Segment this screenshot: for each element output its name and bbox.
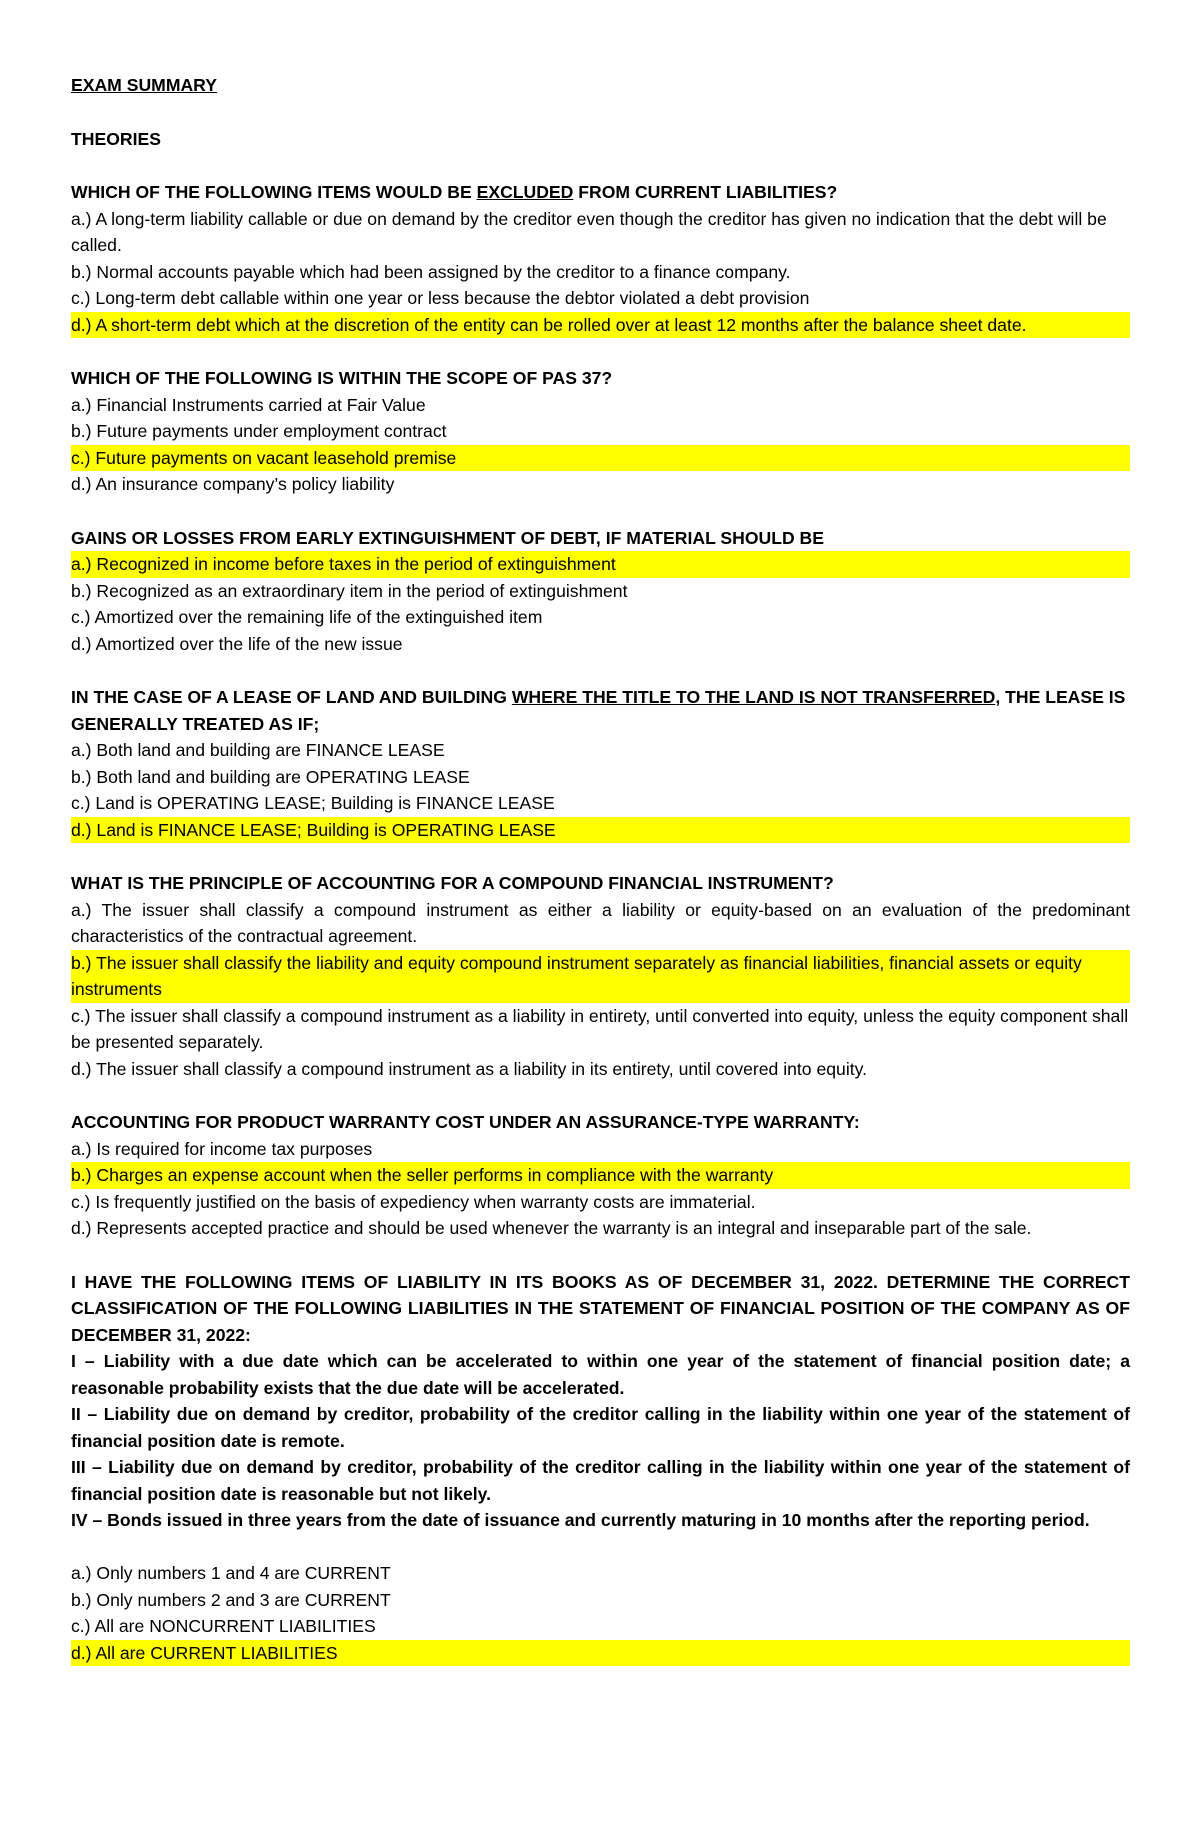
question-3-option-a-answer: a.) Recognized in income before taxes in the period of extinguishment (71, 551, 1130, 578)
question-2-option-d: d.) An insurance company’s policy liability (71, 474, 395, 494)
question-7-option-a: a.) Only numbers 1 and 4 are CURRENT (71, 1563, 391, 1583)
question-5-option-b-answer: b.) The issuer shall classify the liability and equity compound instrument separately as financial liabilities, financial assets or equity instruments (71, 950, 1130, 1003)
question-7-statement-3: III – Liability due on demand by creditor, probability of the creditor calling in the liability within one year of the statement of financial position date is reasonable but not likely. (71, 1457, 1130, 1504)
question-7-statement-2: II – Liability due on demand by creditor, probability of the creditor calling in the liability within one year of the statement of financial position date is remote. (71, 1404, 1130, 1451)
spacer (71, 1534, 1130, 1561)
question-4-option-a: a.) Both land and building are FINANCE LEASE (71, 740, 445, 760)
document-title: EXAM SUMMARY (71, 75, 217, 95)
question-4-underlined: WHERE THE TITLE TO THE LAND IS NOT TRANSFERRED (511, 687, 996, 707)
question-2-option-a: a.) Financial Instruments carried at Fair Value (71, 394, 426, 415)
question-1-option-a: a.) A long-term liability callable or due on demand by the creditor even though the creditor has given no indication that the debt will be called. (71, 208, 1107, 255)
question-7-option-c: c.) All are NONCURRENT LIABILITIES (71, 1616, 376, 1636)
question-7-text: I HAVE THE FOLLOWING ITEMS OF LIABILITY IN ITS BOOKS AS OF DECEMBER 31, 2022. DETERMINE THE CORRECT CLASSIFICATION OF THE FOLLOWING LIABILITIES IN THE STATEMENT OF FINANCIAL POSITION OF THE COMPANY AS OF DECEMBER 31, 2022: (71, 1271, 1130, 1345)
question-5-option-c: c.) The issuer shall classify a compound instrument as a liability in entirety, until converted into equity, unless the equity component shall be presented separately. (71, 1005, 1129, 1052)
question-6-option-a: a.) Is required for income tax purposes (71, 1138, 373, 1159)
question-3-option-c: c.) Amortized over the remaining life of the extinguished item (71, 607, 543, 627)
question-4-option-d-answer: d.) Land is FINANCE LEASE; Building is OPERATING LEASE (71, 817, 1130, 844)
question-6 (71, 1109, 1130, 1242)
question-1 (71, 179, 1130, 338)
question-1-text: WHICH OF THE FOLLOWING ITEMS WOULD BE EXCLUDED FROM CURRENT LIABILITIES? (71, 182, 838, 202)
question-5-option-d: d.) The issuer shall classify a compound instrument as a liability in its entirety, until covered into equity. (71, 1058, 867, 1079)
question-1-option-d-answer: d.) A short-term debt which at the discretion of the entity can be rolled over at least 12 months after the balance sheet date. (71, 312, 1130, 339)
question-4-text: IN THE CASE OF A LEASE OF LAND AND BUILDING WHERE THE TITLE TO THE LAND IS NOT TRANSFERRED, THE LEASE IS GENERALLY TREATED AS IF; (71, 687, 1126, 734)
question-3-option-d: d.) Amortized over the life of the new issue (71, 633, 403, 654)
question-4 (71, 684, 1130, 843)
question-2 (71, 365, 1130, 498)
question-7-option-b: b.) Only numbers 2 and 3 are CURRENT (71, 1589, 391, 1610)
question-5-option-a: a.) The issuer shall classify a compound instrument as either a liability or equity-based on an evaluation of the predominant characteristics of the contractual agreement. (71, 899, 1130, 946)
question-5 (71, 870, 1130, 1082)
section-heading: THEORIES (71, 128, 161, 149)
question-5-text: WHAT IS THE PRINCIPLE OF ACCOUNTING FOR A COMPOUND FINANCIAL INSTRUMENT? (71, 873, 834, 893)
question-6-option-c: c.) Is frequently justified on the basis of expediency when warranty costs are immaterial. (71, 1191, 756, 1212)
question-7-option-d-answer: d.) All are CURRENT LIABILITIES (71, 1640, 1130, 1667)
question-3 (71, 525, 1130, 658)
question-7 (71, 1269, 1130, 1667)
question-2-text: WHICH OF THE FOLLOWING IS WITHIN THE SCOPE OF PAS 37? (71, 368, 613, 388)
question-7-statement-4: IV – Bonds issued in three years from the date of issuance and currently maturing in 10 months after the reporting period. (71, 1510, 1090, 1530)
question-6-option-b-answer: b.) Charges an expense account when the seller performs in compliance with the warranty (71, 1162, 1130, 1189)
question-6-option-d: d.) Represents accepted practice and should be used whenever the warranty is an integral and inseparable part of the sale. (71, 1218, 1032, 1238)
question-1-underlined: EXCLUDED (476, 182, 574, 202)
question-3-text: GAINS OR LOSSES FROM EARLY EXTINGUISHMENT OF DEBT, IF MATERIAL SHOULD BE (71, 527, 824, 548)
question-4-option-c: c.) Land is OPERATING LEASE; Building is FINANCE LEASE (71, 793, 555, 813)
question-1-option-c: c.) Long-term debt callable within one year or less because the debtor violated a debt provision (71, 288, 810, 308)
question-3-option-b: b.) Recognized as an extraordinary item in the period of extinguishment (71, 580, 628, 601)
question-2-option-c-answer: c.) Future payments on vacant leasehold premise (71, 445, 1130, 472)
question-1-option-b: b.) Normal accounts payable which had been assigned by the creditor to a finance company. (71, 261, 791, 282)
question-7-statement-1: I – Liability with a due date which can be accelerated to within one year of the statement of financial position date; a reasonable probability exists that the due date will be accelerated. (71, 1351, 1130, 1398)
question-4-option-b: b.) Both land and building are OPERATING LEASE (71, 766, 470, 787)
question-2-option-b: b.) Future payments under employment contract (71, 421, 447, 441)
question-6-text: ACCOUNTING FOR PRODUCT WARRANTY COST UNDER AN ASSURANCE-TYPE WARRANTY: (71, 1112, 860, 1132)
